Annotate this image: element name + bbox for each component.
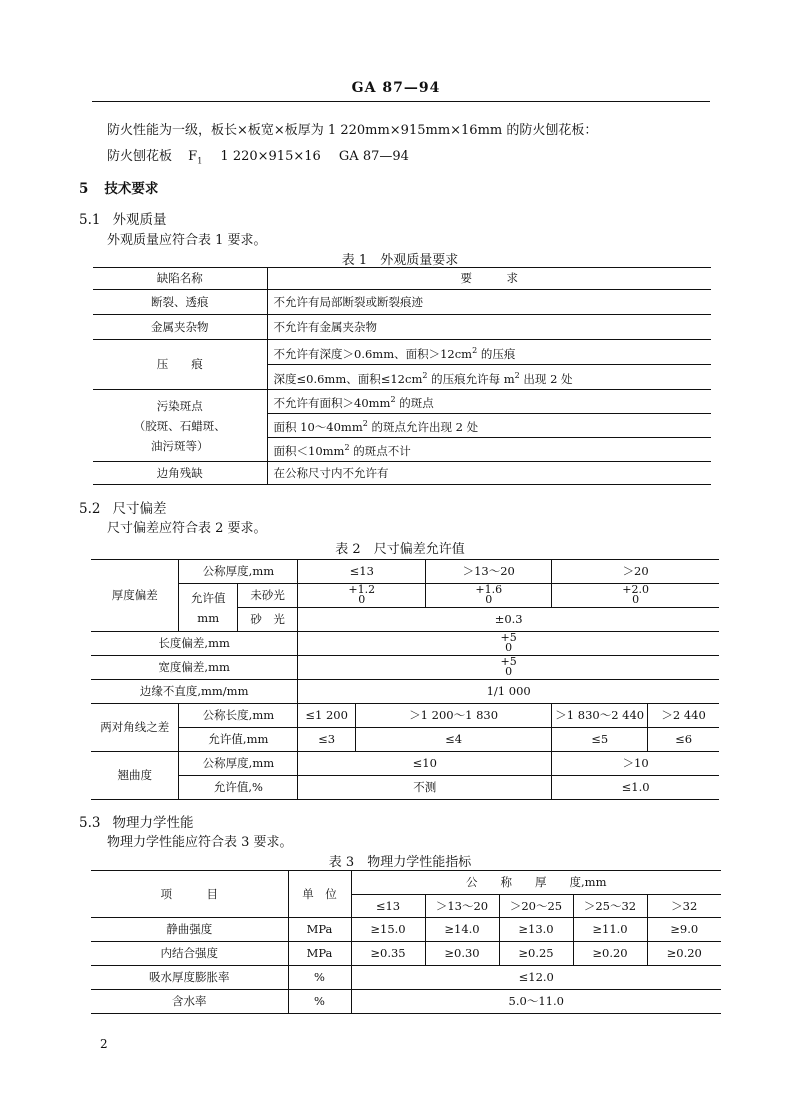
table-1-caption: 表 1 外观质量要求 xyxy=(341,253,459,268)
section-5-3: 5.3 物理力学性能 xyxy=(79,815,194,831)
t3-nom: 公 称 厚 度,mm xyxy=(351,871,721,895)
t1-dent-req-2: 深度≤0.6mm、面积$\le 12cm^2$ 的压痕允许每 $m^2$ 出现 2 处 xyxy=(267,365,711,390)
t2-w2: ＞10 xyxy=(552,752,719,776)
t2-a1: ≤3 xyxy=(298,728,356,752)
t3-mor-v2: ≥14.0 xyxy=(425,918,499,942)
t3-ib-v2: ≥0.30 xyxy=(425,942,499,966)
t2-a4: ≤6 xyxy=(648,728,719,752)
t2-w-allow: 允许值,% xyxy=(179,776,298,800)
t2-d4: ＞2 440 xyxy=(648,704,719,728)
t2-c3: ＞20 xyxy=(552,560,719,584)
t2-w-v1: 不测 xyxy=(298,776,552,800)
t3-ib: 内结合强度 xyxy=(91,942,288,966)
t3-sw-v: ≤12.0 xyxy=(351,966,721,990)
t2-edge-straight: 边缘不直度,mm/mm xyxy=(91,680,298,704)
t2-tol-1: +1.2 0 xyxy=(298,584,426,608)
t1-header-defect: 缺陷名称 xyxy=(93,268,267,290)
section-5-1-text: 外观质量应符合表 1 要求。 xyxy=(107,233,267,248)
t3-c4: ＞25～32 xyxy=(573,895,647,918)
t3-mor-unit: MPa xyxy=(288,918,351,942)
t2-a2: ≤4 xyxy=(355,728,551,752)
t3-unit: 单 位 xyxy=(288,871,351,918)
t2-unsanded: 未砂光 xyxy=(237,584,297,608)
section-5-3-text: 物理力学性能应符合表 3 要求。 xyxy=(107,835,293,850)
t3-mc: 含水率 xyxy=(91,990,288,1014)
t3-mc-unit: % xyxy=(288,990,351,1014)
t3-mc-v: 5.0～11.0 xyxy=(351,990,721,1014)
t2-sanded: 砂 光 xyxy=(237,608,297,632)
t2-c2: ＞13～20 xyxy=(426,560,552,584)
section-5-1: 5.1 外观质量 xyxy=(79,212,167,228)
table-1 xyxy=(93,267,711,485)
t3-c5: ＞32 xyxy=(647,895,721,918)
t1-dent: 压 痕 xyxy=(93,340,267,390)
mark-name: 防火刨花板 xyxy=(107,149,173,164)
t2-w1: ≤10 xyxy=(298,752,552,776)
t2-thick-dev: 厚度偏差 xyxy=(91,560,179,632)
t1-stain: 污染斑点 （胶斑、石蜡斑、 油污斑等） xyxy=(93,390,267,462)
t2-allow: 允许值 mm xyxy=(179,584,237,632)
t2-tol-3: +2.0 0 xyxy=(552,584,719,608)
t3-mor-v3: ≥13.0 xyxy=(499,918,573,942)
t1-edge: 边角残缺 xyxy=(93,462,267,485)
page-number: 2 xyxy=(100,1037,108,1051)
t3-mor-v1: ≥15.0 xyxy=(351,918,425,942)
table-2-caption: 表 2 尺寸偏差允许值 xyxy=(335,542,465,557)
t2-c1: ≤13 xyxy=(298,560,426,584)
header-rule xyxy=(92,101,710,102)
t3-ib-v4: ≥0.20 xyxy=(573,942,647,966)
t2-d2: ＞1 200～1 830 xyxy=(355,704,551,728)
section-5: 5 技术要求 xyxy=(79,181,159,197)
table-3 xyxy=(91,870,721,1014)
t3-ib-v5: ≥0.20 xyxy=(647,942,721,966)
t1-header-req: 要 求 xyxy=(267,268,711,290)
standard-header: GA 87—94 xyxy=(351,80,441,96)
t2-allow-mm: 允许值,mm xyxy=(179,728,298,752)
t2-a3: ≤5 xyxy=(552,728,648,752)
t2-len-val: +5 0 xyxy=(298,632,719,656)
section-5-2-text: 尺寸偏差应符合表 2 要求。 xyxy=(107,521,267,536)
table-2 xyxy=(91,559,719,800)
mark-std: GA 87—94 xyxy=(338,149,409,164)
t3-sw-unit: % xyxy=(288,966,351,990)
t3-c3: ＞20～25 xyxy=(499,895,573,918)
t1-metal: 金属夹杂物 xyxy=(93,315,267,340)
t1-stain-req-1: 不允许有面积$>40mm^2$ 的斑点 xyxy=(267,390,711,414)
t2-edge-val: 1/1 000 xyxy=(298,680,719,704)
t3-item: 项 目 xyxy=(91,871,288,918)
t1-crack-req: 不允许有局部断裂或断裂痕迹 xyxy=(267,290,711,315)
t2-warp: 翘曲度 xyxy=(91,752,179,800)
t3-sw: 吸水厚度膨胀率 xyxy=(91,966,288,990)
product-mark-line xyxy=(107,145,409,166)
mark-grade: $F_1$ xyxy=(188,149,203,166)
t3-mor-v5: ≥9.0 xyxy=(647,918,721,942)
t1-dent-req-1: 不允许有深度＞0.6mm、面积$>12cm^2$ 的压痕 xyxy=(267,340,711,365)
t2-wid-val: +5 0 xyxy=(298,656,719,680)
t3-mor-v4: ≥11.0 xyxy=(573,918,647,942)
table-3-caption: 表 3 物理力学性能指标 xyxy=(328,855,472,870)
t2-nom-len: 公称长度,mm xyxy=(179,704,298,728)
t2-diag: 两对角线之差 xyxy=(91,704,179,752)
t2-w-nom: 公称厚度,mm xyxy=(179,752,298,776)
t1-metal-req: 不允许有金属夹杂物 xyxy=(267,315,711,340)
section-5-2: 5.2 尺寸偏差 xyxy=(79,501,167,517)
t3-ib-v3: ≥0.25 xyxy=(499,942,573,966)
mark-dims: 1 220×915×16 xyxy=(220,149,321,164)
t2-nom-thick: 公称厚度,mm xyxy=(179,560,298,584)
t2-w-v2: ≤1.0 xyxy=(552,776,719,800)
t2-wid-dev: 宽度偏差,mm xyxy=(91,656,298,680)
t3-mor: 静曲强度 xyxy=(91,918,288,942)
t1-stain-req-2: 面积 $10\sim 40mm^2$ 的斑点允许出现 2 处 xyxy=(267,414,711,438)
t2-d1: ≤1 200 xyxy=(298,704,356,728)
t1-edge-req: 在公称尺寸内不允许有 xyxy=(267,462,711,485)
t2-len-dev: 长度偏差,mm xyxy=(91,632,298,656)
t3-c1: ≤13 xyxy=(351,895,425,918)
t1-crack: 断裂、透痕 xyxy=(93,290,267,315)
intro-line: 防火性能为一级，板长×板宽×板厚为 1 220mm×915mm×16mm 的防火刨花板： xyxy=(107,123,598,138)
t2-d3: ＞1 830～2 440 xyxy=(552,704,648,728)
t3-ib-unit: MPa xyxy=(288,942,351,966)
t2-sanded-val: ±0.3 xyxy=(298,608,719,632)
t3-ib-v1: ≥0.35 xyxy=(351,942,425,966)
t2-tol-2: +1.6 0 xyxy=(426,584,552,608)
t1-stain-req-3: 面积$<10mm^2$ 的斑点不计 xyxy=(267,438,711,462)
t3-c2: ＞13～20 xyxy=(425,895,499,918)
